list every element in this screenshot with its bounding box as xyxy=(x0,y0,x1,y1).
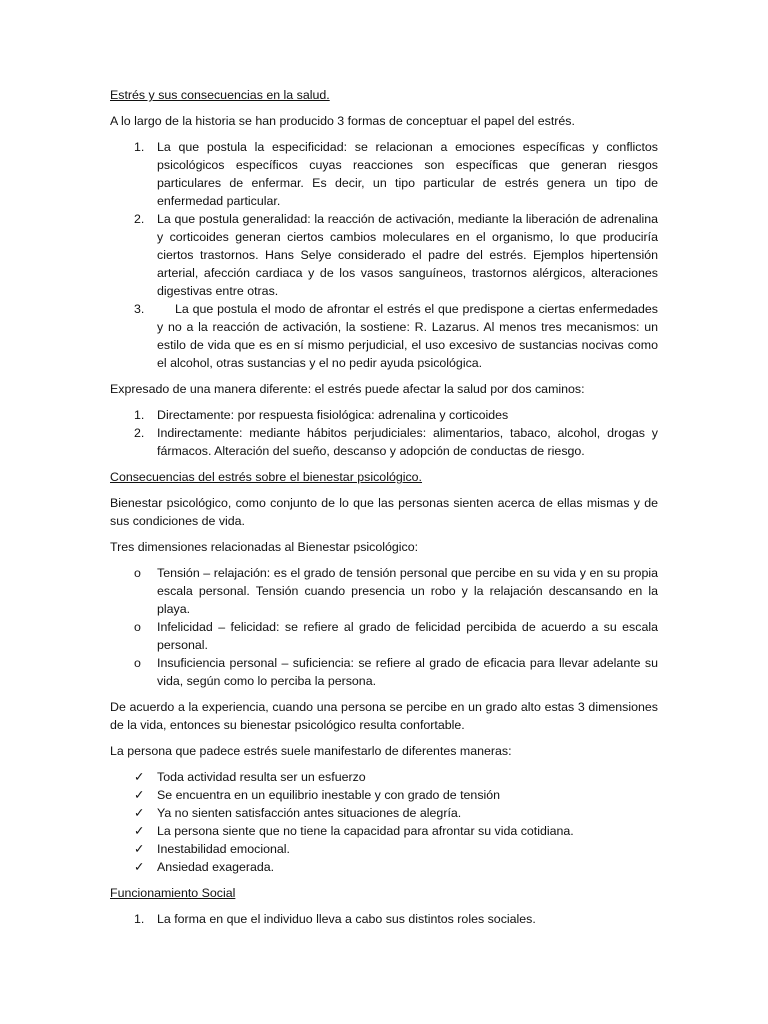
list-number: 1. xyxy=(134,408,145,422)
list-item xyxy=(110,840,658,858)
list-item xyxy=(110,406,658,424)
list-item xyxy=(110,654,658,690)
section-heading-estres: Estrés y sus consecuencias en la salud. xyxy=(110,88,330,102)
list-item-text: Toda actividad resulta ser un esfuerzo xyxy=(157,770,366,784)
list-item-text: Infelicidad – felicidad: se refiere al grado de felicidad percibida de acuerdo a su escala personal. xyxy=(157,620,658,652)
circle-bullet-icon: o xyxy=(134,566,141,580)
list-item xyxy=(110,910,658,928)
list-item-text: Inestabilidad emocional. xyxy=(157,842,290,856)
checkmark-icon: ✓ xyxy=(134,842,145,856)
list-item-text: Se encuentra en un equilibrio inestable y con grado de tensión xyxy=(157,788,501,802)
list-number: 1. xyxy=(134,912,145,926)
list-item-text: Insuficiencia personal – suficiencia: se refiere al grado de eficacia para llevar adelante su vida, según como lo perciba la persona. xyxy=(157,656,658,688)
list-item-text: La que postula la especificidad: se relacionan a emociones específicas y conflictos psicológicos específicos cuyas reacciones son específicas que generan riesgos particulares de enfermar. Es decir, un tipo particular de estrés genera un tipo de enfermedad particular. xyxy=(157,140,658,208)
list-item-text: La que postula el modo de afrontar el estrés el que predispone a ciertas enfermedades y no a la reacción de activación, la sostiene: R. Lazarus. Al menos tres mecanismos: un estilo de vida que es en sí mismo perjudicial, el uso excesivo de sustancias nocivas como el alcohol, otras sustancias y el no pedir ayuda psicológica. xyxy=(157,302,658,370)
conceptions-list xyxy=(110,138,658,372)
symptoms-list xyxy=(110,768,658,876)
list-item-text: Directamente: por respuesta fisiológica: adrenalina y corticoides xyxy=(157,408,509,422)
list-number: 2. xyxy=(134,212,145,226)
intro-paragraph: A lo largo de la historia se han producido 3 formas de conceptuar el papel del estrés. xyxy=(110,114,575,128)
list-item xyxy=(110,424,658,460)
checkmark-icon: ✓ xyxy=(134,806,145,820)
checkmark-icon: ✓ xyxy=(134,788,145,802)
list-item-text: La persona siente que no tiene la capacidad para afrontar su vida cotidiana. xyxy=(157,824,574,838)
dimensions-intro: Tres dimensiones relacionadas al Bienestar psicológico: xyxy=(110,540,419,554)
list-item xyxy=(110,564,658,618)
list-item-text: Ansiedad exagerada. xyxy=(157,860,275,874)
list-item-text: Indirectamente: mediante hábitos perjudiciales: alimentarios, tabaco, alcohol, drogas y fármacos. Alteración del sueño, descanso y adopción de conductas de riesgo. xyxy=(157,426,658,458)
paths-list xyxy=(110,406,658,460)
list-number: 3. xyxy=(134,302,145,316)
list-number: 2. xyxy=(134,426,145,440)
list-item xyxy=(110,138,658,210)
social-list xyxy=(110,910,658,928)
section-heading-bienestar: Consecuencias del estrés sobre el bienestar psicológico. xyxy=(110,470,423,484)
checkmark-icon: ✓ xyxy=(134,824,145,838)
experience-paragraph: De acuerdo a la experiencia, cuando una persona se percibe en un grado alto estas 3 dimensiones de la vida, entonces su bienestar psicológico resulta confortable. xyxy=(110,700,658,732)
list-number: 1. xyxy=(134,140,145,154)
checkmark-icon: ✓ xyxy=(134,770,145,784)
checkmark-icon: ✓ xyxy=(134,860,145,874)
list-item xyxy=(110,618,658,654)
circle-bullet-icon: o xyxy=(134,620,141,634)
list-item xyxy=(110,786,658,804)
intro2-paragraph: Expresado de una manera diferente: el estrés puede afectar la salud por dos caminos: xyxy=(110,382,585,396)
dimensions-list xyxy=(110,564,658,690)
list-item-text: Tensión – relajación: es el grado de tensión personal que percibe en su vida y en su propia escala personal. Tensión cuando presencia un robo y la relajación descansando en la playa. xyxy=(157,566,658,616)
list-item xyxy=(110,804,658,822)
section-heading-social: Funcionamiento Social xyxy=(110,886,236,900)
list-item-text: La que postula generalidad: la reacción de activación, mediante la liberación de adrenalina y corticoides generan ciertos cambios moleculares en el organismo, lo que produciría ciertos trastornos. Hans Selye considerado el padre del estrés. Ejemplos hipertensión arterial, afección cardiaca y de los vasos sanguíneos, trastornos alérgicos, alteraciones digestivas entre otras. xyxy=(157,212,658,298)
bienestar-definition: Bienestar psicológico, como conjunto de lo que las personas sienten acerca de ellas mismas y de sus condiciones de vida. xyxy=(110,496,658,528)
circle-bullet-icon: o xyxy=(134,656,141,670)
list-item xyxy=(110,822,658,840)
list-item-text: La forma en que el individuo lleva a cabo sus distintos roles sociales. xyxy=(157,912,536,926)
manifest-intro: La persona que padece estrés suele manifestarlo de diferentes maneras: xyxy=(110,744,512,758)
list-item xyxy=(110,768,658,786)
list-item-text: Ya no sienten satisfacción antes situaciones de alegría. xyxy=(157,806,462,820)
list-item xyxy=(110,210,658,300)
list-item xyxy=(110,300,658,372)
list-item xyxy=(110,858,658,876)
